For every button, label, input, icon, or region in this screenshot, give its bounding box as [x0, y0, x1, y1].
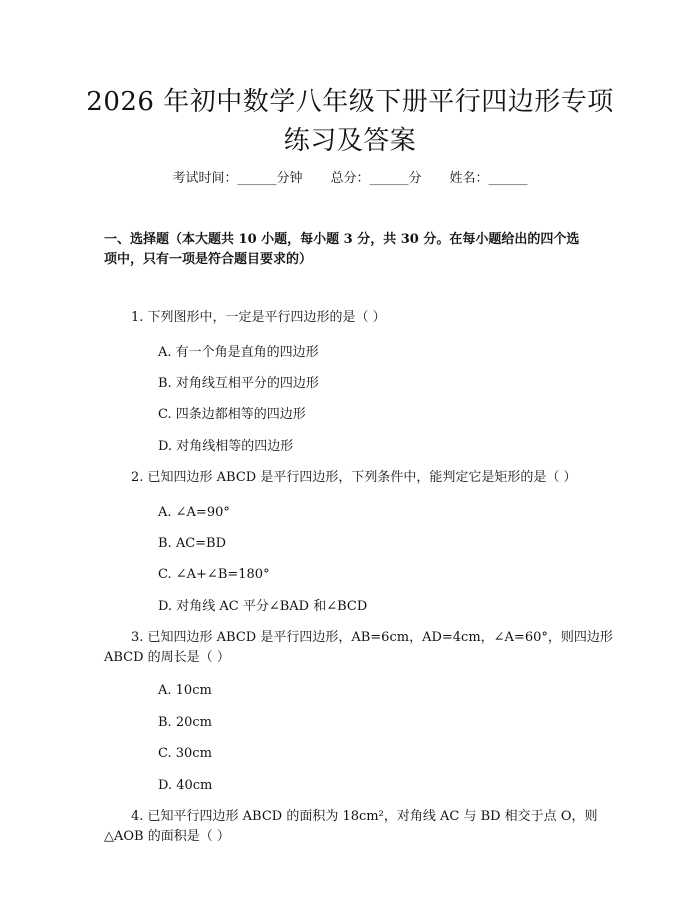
exam-meta: [0, 170, 700, 188]
section-heading-line1: 一、选择题（本大题共 10 小题，每小题 3 分，共 30 分。在每小题给出的四个选: [104, 232, 580, 247]
question-2: 2. 已知四边形 ABCD 是平行四边形，下列条件中，能判定它是矩形的是（ ）: [131, 470, 577, 485]
question-3-option-d: D. 40cm: [158, 778, 213, 793]
question-3-continued: ABCD 的周长是（ ）: [104, 650, 230, 665]
question-4: 4. 已知平行四边形 ABCD 的面积为 18cm²，对角线 AC 与 BD 相交于点 O，则: [131, 809, 598, 824]
question-3-option-a: A. 10cm: [158, 683, 212, 698]
question-1-option-a: A. 有一个角是直角的四边形: [158, 345, 319, 360]
exam-time-field: 考试时间：______分钟: [172, 171, 303, 186]
document-title-line2: 练习及答案: [283, 126, 417, 156]
document-title-line1: 2026 年初中数学八年级下册平行四边形专项: [86, 87, 614, 117]
question-2-option-d: D. 对角线 AC 平分∠BAD 和∠BCD: [158, 599, 368, 614]
question-2-option-b: B. AC=BD: [158, 536, 227, 551]
question-2-option-a: A. ∠A=90°: [158, 505, 230, 520]
question-3-option-c: C. 30cm: [158, 746, 212, 761]
question-1-option-b: B. 对角线互相平分的四边形: [158, 376, 319, 391]
student-name-field: 姓名：______: [449, 171, 528, 186]
total-score-field: 总分：______分: [330, 171, 422, 186]
question-1-option-d: D. 对角线相等的四边形: [158, 439, 294, 454]
question-4-continued: △AOB 的面积是（ ）: [104, 829, 230, 844]
question-1-option-c: C. 四条边都相等的四边形: [158, 407, 306, 422]
question-1: 1. 下列图形中，一定是平行四边形的是（ ）: [131, 310, 386, 325]
question-3-option-b: B. 20cm: [158, 715, 212, 730]
question-2-option-c: C. ∠A+∠B=180°: [158, 567, 270, 582]
section-heading-line2: 项中，只有一项是符合题目要求的）: [104, 252, 313, 267]
question-3: 3. 已知四边形 ABCD 是平行四边形，AB=6cm，AD=4cm，∠A=60°，则四边形: [131, 630, 613, 645]
